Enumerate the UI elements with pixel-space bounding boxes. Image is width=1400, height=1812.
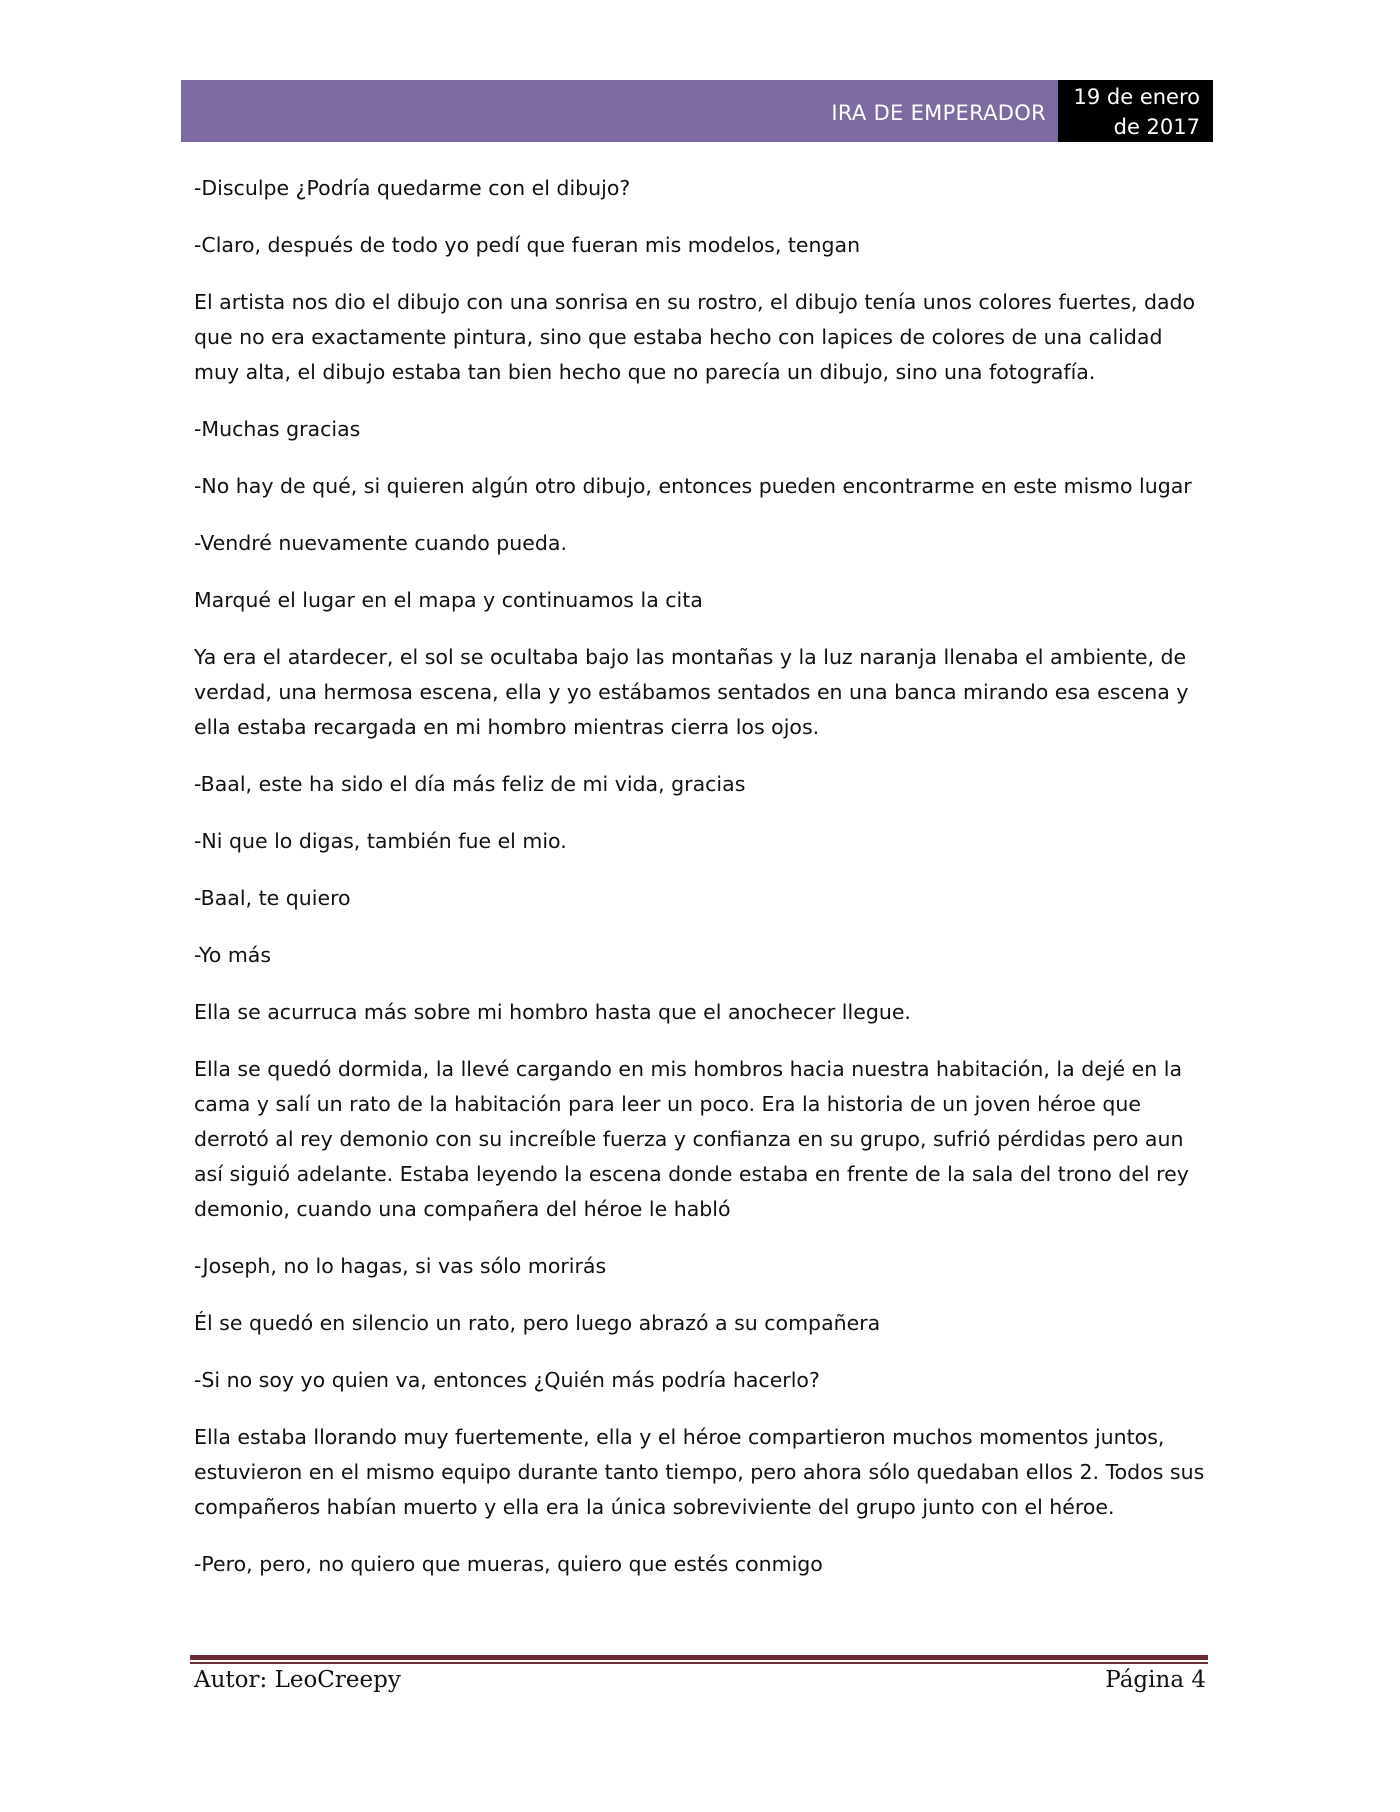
date-line-2: de 2017 — [1113, 115, 1200, 139]
paragraph: Él se quedó en silencio un rato, pero luego abrazó a su compañera — [194, 1311, 881, 1335]
paragraph: El artista nos dio el dibujo con una sonrisa en su rostro, el dibujo tenía unos colores fuertes, dado que no era exactamente pintura, sino que estaba hecho con lapices de colores de una calidad muy alta, el dibujo estaba tan bien hecho que no parecía un dibujo, sino una fotografía. — [194, 290, 1196, 384]
paragraph: Ella estaba llorando muy fuertemente, ella y el héroe compartieron muchos momentos juntos, estuvieron en el mismo equipo durante tanto tiempo, pero ahora sólo quedaban ellos 2. Todos sus compañeros habían muerto y ella era la única sobreviviente del grupo junto con el héroe. — [194, 1425, 1205, 1519]
paragraph: -Joseph, no lo hagas, si vas sólo morirás — [194, 1254, 607, 1278]
header-date-box — [1058, 80, 1213, 142]
paragraph: -No hay de qué, si quieren algún otro dibujo, entonces pueden encontrarme en este mismo lugar — [194, 474, 1192, 498]
footer-rule-thin — [190, 1662, 1208, 1664]
paragraph: Ya era el atardecer, el sol se ocultaba bajo las montañas y la luz naranja llenaba el ambiente, de verdad, una hermosa escena, ella y yo estábamos sentados en una banca mirando esa escena y ella estaba recargada en mi hombro mientras cierra los ojos. — [194, 645, 1189, 739]
paragraph: -Claro, después de todo yo pedí que fueran mis modelos, tengan — [194, 233, 861, 257]
document-title: IRA DE EMPERADOR — [831, 101, 1046, 125]
paragraph: -Ni que lo digas, también fue el mio. — [194, 829, 567, 853]
footer-rule-thick — [190, 1655, 1208, 1660]
paragraph: -Vendré nuevamente cuando pueda. — [194, 531, 567, 555]
date-line-1: 19 de enero — [1073, 85, 1200, 109]
paragraph: -Baal, este ha sido el día más feliz de mi vida, gracias — [194, 772, 746, 796]
page-footer — [194, 1667, 1206, 1693]
paragraph: -Disculpe ¿Podría quedarme con el dibujo? — [194, 176, 631, 200]
footer-page-number: Página 4 — [1105, 1667, 1206, 1693]
footer-divider — [190, 1655, 1208, 1664]
paragraph: Marqué el lugar en el mapa y continuamos la cita — [194, 588, 703, 612]
paragraph: Ella se acurruca más sobre mi hombro hasta que el anochecer llegue. — [194, 1000, 911, 1024]
footer-author: Autor: LeoCreepy — [194, 1667, 401, 1693]
paragraph: -Muchas gracias — [194, 417, 361, 441]
paragraph: -Baal, te quiero — [194, 886, 351, 910]
paragraph: -Si no soy yo quien va, entonces ¿Quién más podría hacerlo? — [194, 1368, 820, 1392]
paragraph: -Yo más — [194, 943, 272, 967]
paragraph: -Pero, pero, no quiero que mueras, quiero que estés conmigo — [194, 1552, 823, 1576]
paragraph: Ella se quedó dormida, la llevé cargando en mis hombros hacia nuestra habitación, la dejé en la cama y salí un rato de la habitación para leer un poco. Era la historia de un joven héroe que derrotó al rey demonio con su increíble fuerza y confianza en su grupo, sufrió pérdidas pero aun así siguió adelante. Estaba leyendo la escena donde estaba en frente de la sala del trono del rey demonio, cuando una compañera del héroe le habló — [194, 1057, 1189, 1221]
page-body — [194, 171, 1206, 1604]
page-header — [181, 80, 1213, 142]
header-title-band — [181, 80, 1058, 142]
